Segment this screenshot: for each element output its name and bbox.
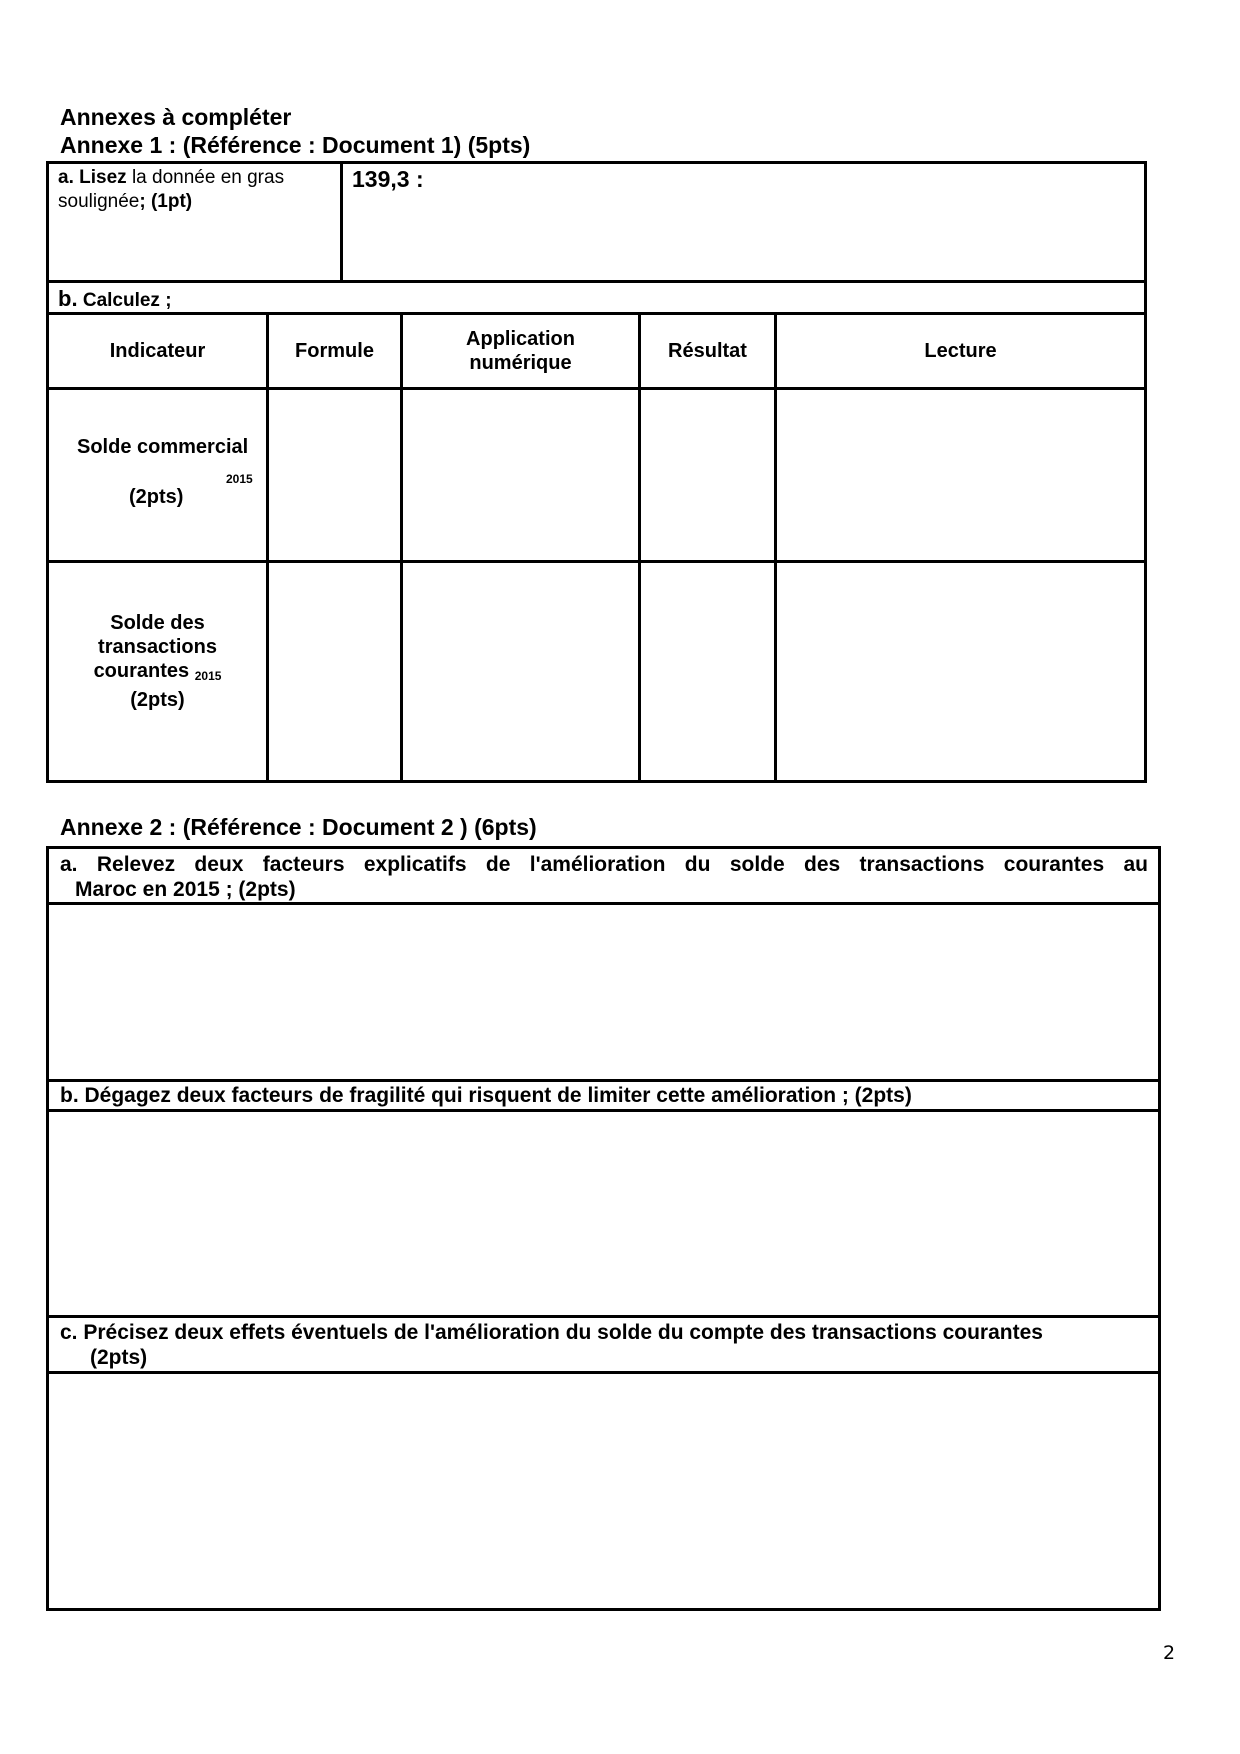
- table-row: [49, 563, 266, 782]
- row-label-line: Solde des: [110, 612, 205, 634]
- row-points: (2pts): [130, 689, 185, 711]
- question-text: soulignée: [58, 191, 140, 212]
- column-header-application: [403, 315, 638, 387]
- question-letter: b.: [58, 286, 78, 311]
- row-indicator-label: [49, 611, 266, 712]
- answer-area-b[interactable]: [49, 1112, 1158, 1315]
- annexe2-question-c-line2: (2pts): [90, 1346, 148, 1369]
- cell-formule[interactable]: [269, 390, 400, 560]
- row-points: (2pts): [129, 486, 184, 508]
- cell-resultat[interactable]: [641, 563, 774, 782]
- row-label-line: transactions: [98, 636, 217, 658]
- annexe1-question-a: [58, 166, 333, 214]
- cell-application[interactable]: [403, 563, 638, 782]
- annexe2-question-a-line2: Maroc en 2015 ; (2pts): [75, 878, 296, 901]
- column-header-line: Application: [466, 328, 575, 350]
- page-title: Annexes à compléter: [60, 104, 292, 130]
- column-header-formule: Formule: [295, 340, 374, 362]
- page-number: 2: [1163, 1642, 1176, 1664]
- row-year: 2015: [194, 669, 222, 683]
- row-year: 2015: [226, 472, 253, 486]
- answer-area-c[interactable]: [49, 1374, 1158, 1608]
- annexe1-divider: [340, 161, 343, 282]
- answer-area-a[interactable]: [352, 198, 1137, 276]
- row-label-line: courantes 2015: [93, 660, 222, 683]
- column-header-line: numérique: [469, 352, 572, 374]
- table-row: [49, 390, 266, 560]
- column-header-resultat: Résultat: [668, 340, 747, 362]
- answer-value: 139,3 :: [352, 166, 424, 192]
- cell-application[interactable]: [403, 390, 638, 560]
- cell-lecture[interactable]: [777, 563, 1144, 782]
- annexe2-heading: Annexe 2 : (Référence : Document 2 ) (6pts): [60, 814, 537, 840]
- cell-lecture[interactable]: [777, 390, 1144, 560]
- question-text: Calculez ;: [82, 290, 172, 311]
- annexe1-heading: Annexe 1 : (Référence : Document 1) (5pts): [60, 132, 531, 158]
- answer-area-a[interactable]: [49, 905, 1158, 1079]
- question-text: la donnée en gras: [131, 167, 285, 188]
- cell-formule[interactable]: [269, 563, 400, 782]
- annexe2-question-b: b. Dégagez deux facteurs de fragilité qui risquent de limiter cette amélioration ; (2pts): [60, 1084, 912, 1107]
- annexe1-question-b: [58, 286, 172, 312]
- question-letter: a.: [58, 167, 74, 188]
- row-indicator-label: Solde commercial: [77, 436, 249, 458]
- column-header-lecture: Lecture: [924, 340, 997, 362]
- question-points: ; (1pt): [139, 191, 193, 212]
- cell-resultat[interactable]: [641, 390, 774, 560]
- annexe2-question-c-line1: c. Précisez deux effets éventuels de l'amélioration du solde du compte des transactions courantes: [60, 1321, 1043, 1344]
- question-verb: Lisez: [79, 167, 127, 188]
- column-header-indicateur: Indicateur: [109, 340, 206, 362]
- annexe2-question-a-line1: a. Relevez deux facteurs explicatifs de l'amélioration du solde des transactions courantes au: [60, 853, 1148, 876]
